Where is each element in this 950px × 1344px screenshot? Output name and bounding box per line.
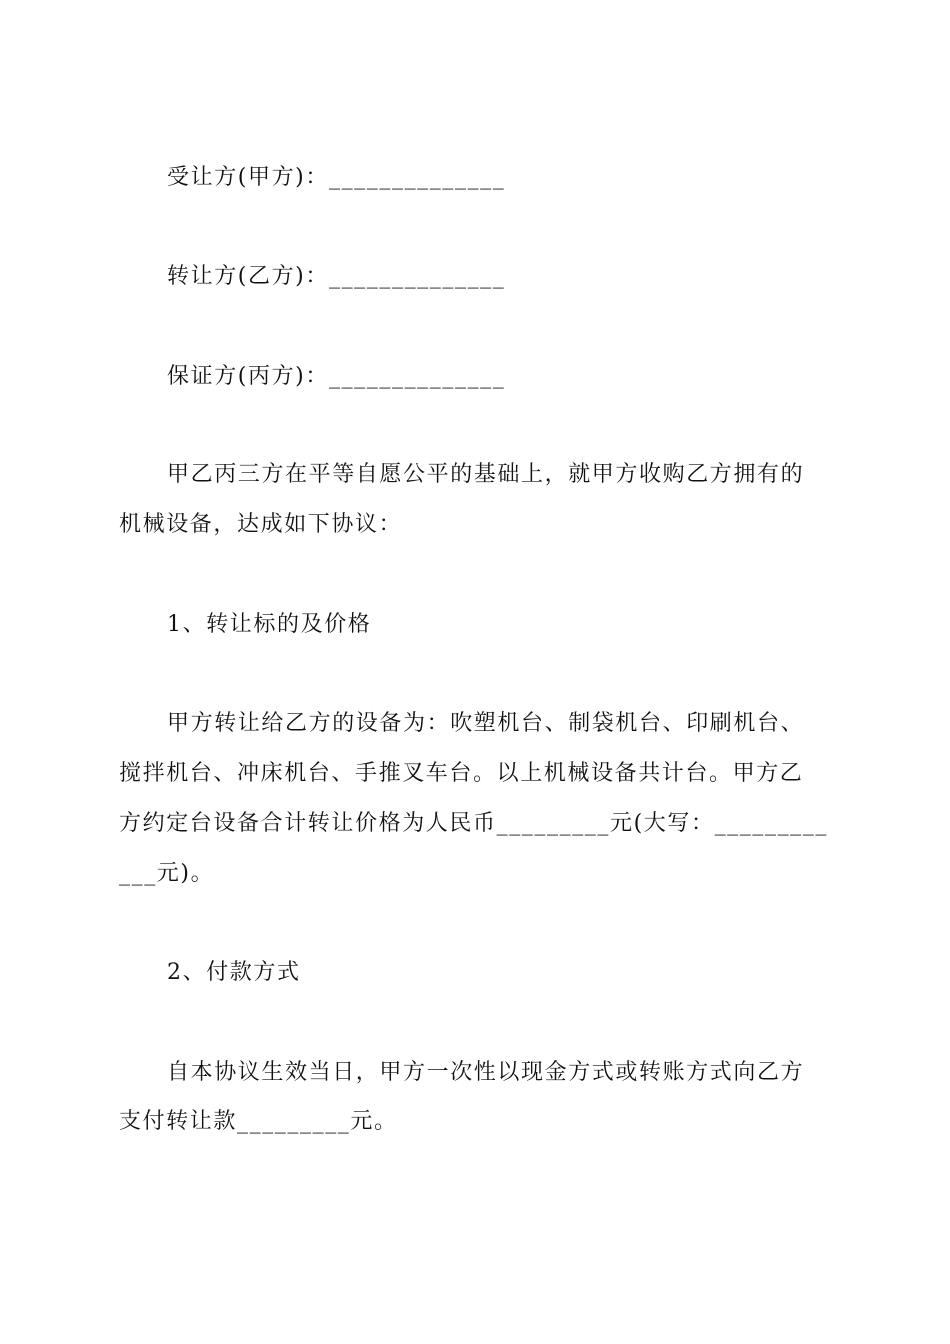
- party-b-line: 转让方(乙方)：______________: [167, 264, 506, 289]
- section2-line-2: 支付转让款_________元。: [119, 1109, 398, 1134]
- section2-title: 2、付款方式: [167, 960, 301, 985]
- section1-line-4: ___元)。: [119, 861, 215, 886]
- party-a-line: 受让方(甲方)：______________: [167, 165, 506, 190]
- section2-line-1: 自本协议生效当日，甲方一次性以现金方式或转账方式向乙方: [167, 1060, 805, 1085]
- section1-title: 1、转让标的及价格: [167, 612, 372, 637]
- section1-line-3: 方约定台设备合计转让价格为人民币_________元(大写：_________: [119, 811, 828, 836]
- section1-line-1: 甲方转让给乙方的设备为：吹塑机台、制袋机台、印刷机台、: [167, 711, 805, 736]
- intro-line-2: 机械设备，达成如下协议：: [119, 512, 403, 537]
- section1-line-2: 搅拌机台、冲床机台、手推叉车台。以上机械设备共计台。甲方乙: [119, 761, 804, 786]
- intro-line-1: 甲乙丙三方在平等自愿公平的基础上，就甲方收购乙方拥有的: [167, 462, 805, 487]
- party-c-line: 保证方(丙方)：______________: [167, 364, 506, 389]
